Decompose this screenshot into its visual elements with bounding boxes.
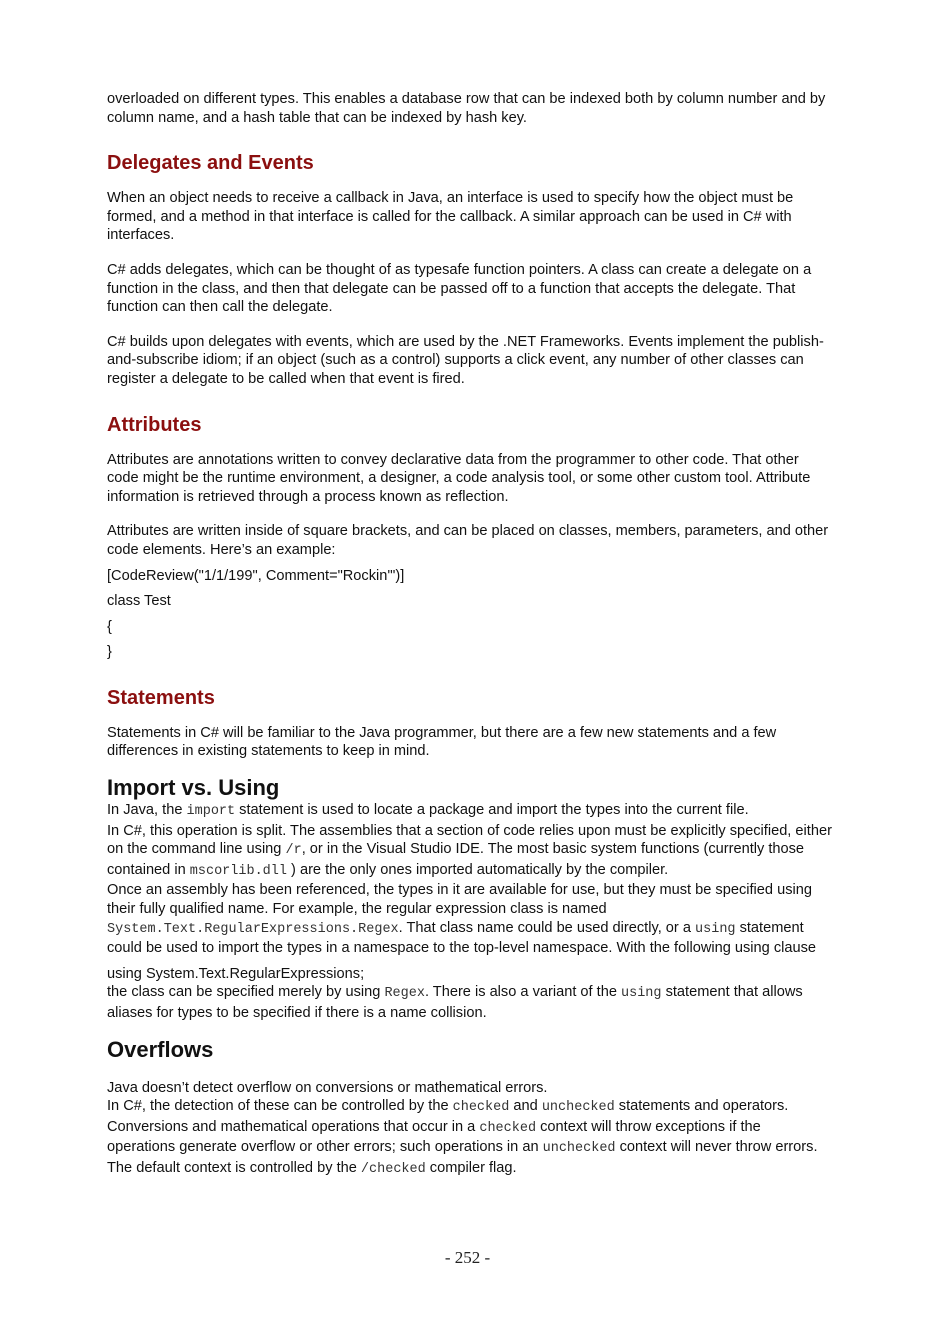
heading-delegates: Delegates and Events (107, 152, 314, 175)
code-line-1: [CodeReview("1/1/199", Comment="Rockin'")] (107, 567, 405, 584)
inline-code: checked (452, 1100, 510, 1116)
heading-statements: Statements (107, 686, 215, 709)
inline-code: /r (285, 843, 302, 859)
inline-code: using (695, 921, 736, 937)
inline-code: import (186, 804, 236, 820)
inline-code: mscorlib.dll (189, 863, 287, 879)
inline-code: checked (479, 1120, 537, 1136)
import-paragraph-3: Once an assembly has been referenced, the types in it are available for use, but they must be specified using their fully qualified name. For example, the regular expression class is named System.Text.RegularExpressions.Regex. That class name could be used directly, or a using statement could be used to import the types in a namespace to the top-level namespace. With the following using clause (107, 882, 817, 957)
heading-attributes: Attributes (107, 413, 202, 436)
overflows-paragraph-1: Java doesn’t detect overflow on conversions or mathematical errors. (107, 1079, 548, 1096)
page-number: - 252 - (444, 1248, 491, 1267)
inline-code: /checked (360, 1161, 426, 1177)
inline-code: using (621, 986, 662, 1002)
inline-code: unchecked (542, 1141, 616, 1157)
inline-code: System.Text.RegularExpressions.Regex (107, 921, 399, 937)
code-line-2: class Test (107, 593, 171, 610)
document-page (107, 90, 832, 1180)
import-paragraph-4: the class can be specified merely by using Regex. There is also a variant of the using statement that allows aliases for types to be specified if there is a name collision. (107, 984, 803, 1021)
inline-code: Regex (384, 986, 425, 1002)
statements-paragraph: Statements in C# will be familiar to the Java programmer, but there are a few new statements and a few differences in existing statements to keep in mind. (107, 724, 777, 760)
attributes-paragraph-2: Attributes are written inside of square brackets, and can be placed on classes, members, parameters, and other code elements. Here’s an example: (107, 523, 829, 558)
heading-overflows: Overflows (107, 1036, 214, 1062)
using-code-line: using System.Text.RegularExpressions; (107, 965, 365, 982)
import-paragraph-1: In Java, the import statement is used to locate a package and import the types into the current file. (107, 802, 749, 820)
delegates-paragraph-2: C# adds delegates, which can be thought of as typesafe function pointers. A class can create a delegate on a function in the class, and then that delegate can be passed off to a function that accepts the delegate. That function can then call the delegate. (107, 261, 812, 316)
code-line-3: { (107, 618, 112, 635)
overflows-paragraph-2: In C#, the detection of these can be controlled by the checked and unchecked statements and operators. Conversions and mathematical operations that occur in a checked context will throw exceptions if the operations generate overflow or other errors; such operations in an unchecked context will never throw errors. The default context is controlled by the /checked compiler flag. (107, 1098, 818, 1177)
heading-import-vs-using: Import vs. Using (107, 775, 280, 801)
intro-paragraph: overloaded on different types. This enables a database row that can be indexed both by column number and by column name, and a hash table that can be indexed by hash key. (107, 91, 826, 126)
delegates-paragraph-3: C# builds upon delegates with events, which are used by the .NET Frameworks. Events implement the publish-and-subscribe idiom; if an object (such as a control) supports a click event, any number of other classes can register a delegate to be called when that event is fired. (107, 333, 824, 387)
import-paragraph-2: In C#, this operation is split. The assemblies that a section of code relies upon must be explicitly specified, either on the command line using /r, or in the Visual Studio IDE. The most basic system functions (currently those contained in mscorlib.dll ) are the only ones imported automatically by the compiler. (107, 822, 832, 879)
inline-code: unchecked (541, 1100, 615, 1116)
delegates-paragraph-1: When an object needs to receive a callback in Java, an interface is used to specify how the object must be formed, and a method in that interface is called for the callback. A similar approach can be used in C# with interfaces. (107, 190, 794, 244)
attributes-paragraph-1: Attributes are annotations written to convey declarative data from the programmer to other code. That other code might be the runtime environment, a designer, a code analysis tool, or some other custom tool. Attribute information is retrieved through a process known as reflection. (107, 451, 811, 505)
code-line-4: } (107, 644, 112, 661)
